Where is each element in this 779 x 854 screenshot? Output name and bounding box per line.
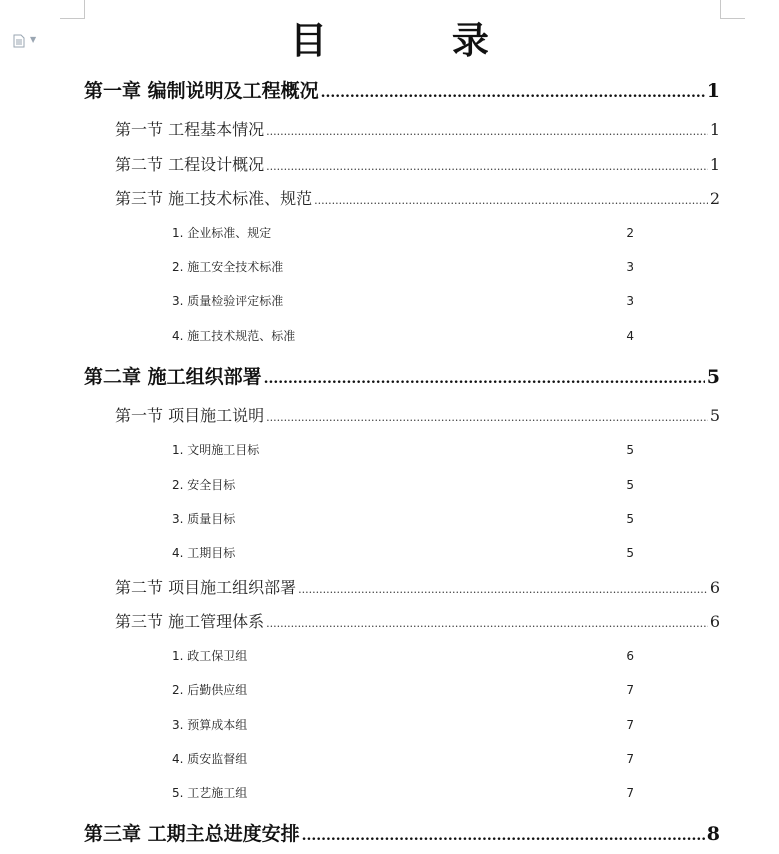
dot-leader [266,125,708,138]
dot-leader [264,371,705,387]
toc-entry-page: 6 [709,578,720,597]
toc-section[interactable] [115,117,720,140]
toc-entry-label: 第三节 施工技术标准、规范 [115,189,313,208]
toc-chapter-3[interactable] [84,819,720,846]
toc-item[interactable] [172,716,634,733]
toc-entry-page: 7 [626,718,634,732]
page-corner-mark-left [60,0,85,19]
toc-entry-page: 3 [626,260,634,274]
toc-entry-page: 3 [626,294,634,308]
toc-entry-label: 2. 安全目标 [172,478,236,492]
toc-entry-label: 4. 施工技术规范、标准 [172,329,296,343]
toc-entry-page: 5 [626,512,634,526]
toc-entry-label: 5. 工艺施工组 [172,786,248,800]
toc-item[interactable] [172,750,634,767]
toc-item[interactable] [172,224,634,241]
toc-entry-page: 1 [706,80,720,102]
toc-item[interactable] [172,258,634,275]
toc-entry-page: 6 [626,649,634,663]
toc-entry-label: 第二章 施工组织部署 [84,366,262,388]
toc-section[interactable] [115,403,720,426]
toc-item[interactable] [172,327,634,344]
toc-entry-page: 7 [626,786,634,800]
toc-entry-page: 5 [706,366,720,388]
toc-entry-label: 第二节 工程设计概况 [115,155,265,174]
toc-entry-label: 2. 施工安全技术标准 [172,260,284,274]
dot-leader [266,160,708,173]
toc-entry-label: 4. 工期目标 [172,546,236,560]
dot-leader [302,828,705,844]
toc-entry-page: 6 [709,612,720,631]
toc-section[interactable] [115,152,720,175]
toc-entry-label: 1. 政工保卫组 [172,649,248,663]
toc-entry-page: 1 [709,120,720,139]
toc-section[interactable] [115,186,720,209]
toc-entry-label: 3. 预算成本组 [172,718,248,732]
toc-entry-page: 7 [626,752,634,766]
toc-entry-page: 8 [706,823,720,845]
toc-entry-page: 4 [626,329,634,343]
toc-entry-label: 3. 质量检验评定标准 [172,294,284,308]
toc-entry-label: 第三章 工期主总进度安排 [84,823,300,845]
dot-leader [266,617,708,630]
toc-chapter-1[interactable] [84,76,720,103]
toc-entry-label: 4. 质安监督组 [172,752,248,766]
toc-section[interactable] [115,609,720,632]
toc-entry-page: 5 [709,406,720,425]
toc-entry-page: 2 [709,189,720,208]
toc-entry-label: 第一章 编制说明及工程概况 [84,80,319,102]
toc-item[interactable] [172,510,634,527]
toc-item[interactable] [172,784,634,801]
toc-entry-page: 5 [626,546,634,560]
dot-leader [314,194,708,207]
toc-item[interactable] [172,441,634,458]
toc-entry-label: 1. 文明施工目标 [172,443,260,457]
dropdown-arrow-icon[interactable]: ▼ [30,35,37,44]
toc-section[interactable] [115,575,720,598]
toc-entry-label: 1. 企业标准、规定 [172,226,272,240]
dot-leader [298,583,708,596]
toc-chapter-2[interactable] [84,362,720,389]
toc-entry-label: 2. 后勤供应组 [172,683,248,697]
toc-entry-page: 5 [626,443,634,457]
toc-item[interactable] [172,476,634,493]
toc-entry-label: 第二节 项目施工组织部署 [115,578,297,597]
page-corner-mark-right [720,0,745,19]
toc-item[interactable] [172,544,634,561]
toc-entry-label: 第一节 工程基本情况 [115,120,265,139]
toc-entry-label: 3. 质量目标 [172,512,236,526]
toc-entry-page: 1 [709,155,720,174]
toc-title: 目 录 [290,19,545,62]
toc-item[interactable] [172,292,634,309]
toc-item[interactable] [172,647,634,664]
toc-entry-page: 7 [626,683,634,697]
dot-leader [266,411,708,424]
toc-entry-page: 2 [626,226,634,240]
toc-entry-page: 5 [626,478,634,492]
toc-item[interactable] [172,681,634,698]
dot-leader [321,85,705,101]
toc-entry-label: 第一节 项目施工说明 [115,406,265,425]
toc-entry-label: 第三节 施工管理体系 [115,612,265,631]
